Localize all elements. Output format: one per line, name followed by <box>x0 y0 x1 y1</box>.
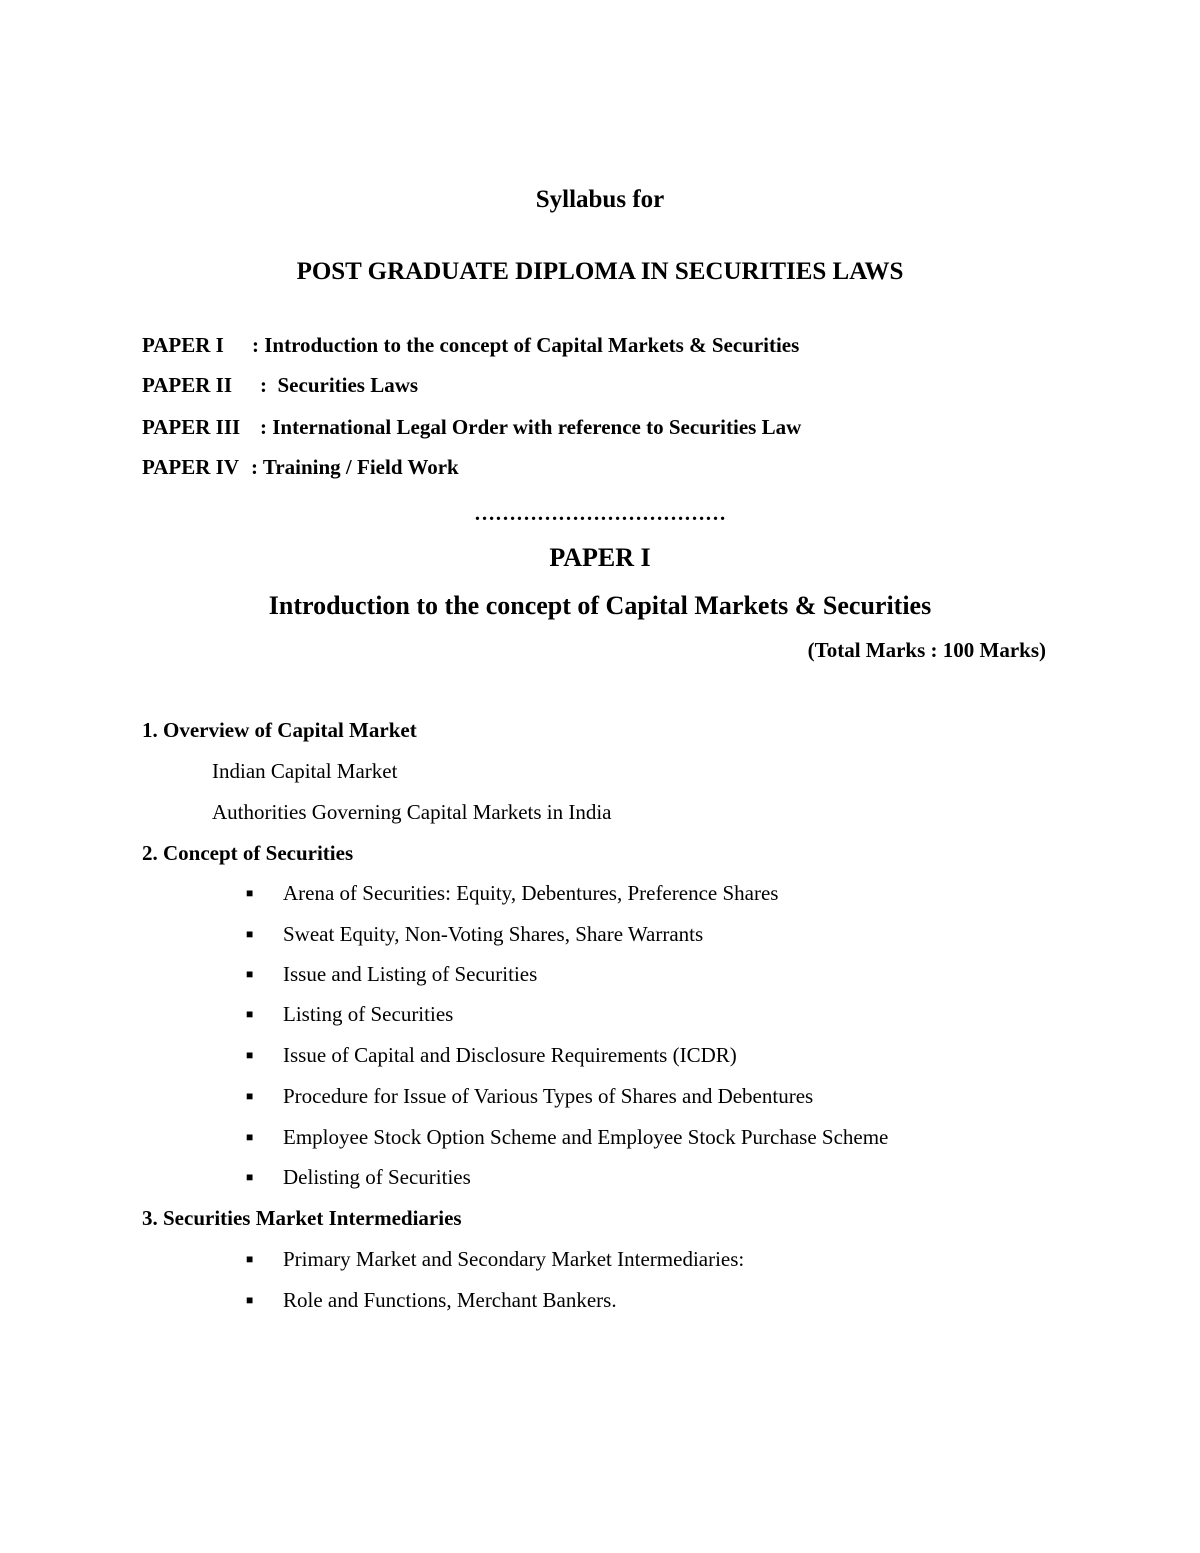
program-title: POST GRADUATE DIPLOMA IN SECURITIES LAWS <box>296 258 904 285</box>
list-item <box>246 1249 744 1270</box>
paper-list-item-2 <box>142 375 418 396</box>
list-item: Indian Capital Market <box>212 759 398 783</box>
list-item-text: Employee Stock Option Scheme and Employee Stock Purchase Scheme <box>283 1125 889 1149</box>
paper-list-item-3 <box>142 417 801 438</box>
bullet-icon: ■ <box>246 1293 254 1307</box>
paper-title: Securities Laws <box>277 373 419 397</box>
list-item <box>246 1167 471 1188</box>
list-item-text: Primary Market and Secondary Market Intermediaries: <box>283 1247 745 1271</box>
list-item-text: Arena of Securities: Equity, Debentures, Preference Shares <box>283 881 779 905</box>
dotted-separator: ……………………………… <box>474 501 726 525</box>
bullet-icon: ■ <box>246 1089 254 1103</box>
list-item-text: Listing of Securities <box>283 1002 454 1026</box>
list-item <box>246 1004 453 1025</box>
list-item <box>246 1290 617 1311</box>
paper-list-item-1 <box>142 335 799 356</box>
list-item <box>246 1127 888 1148</box>
list-item-text: Sweat Equity, Non-Voting Shares, Share Warrants <box>283 922 704 946</box>
paper-title: International Legal Order with reference to Securities Law <box>272 415 802 439</box>
bullet-icon: ■ <box>246 1252 254 1266</box>
bullet-icon: ■ <box>246 1048 254 1062</box>
bullet-icon: ■ <box>246 1170 254 1184</box>
bullet-icon: ■ <box>246 1130 254 1144</box>
list-item-text: Procedure for Issue of Various Types of Shares and Debentures <box>283 1084 814 1108</box>
paper1-heading: PAPER I <box>549 543 651 572</box>
paper-separator: : <box>252 333 259 357</box>
paper-title: Training / Field Work <box>262 455 459 479</box>
bullet-icon: ■ <box>246 886 254 900</box>
bullet-icon: ■ <box>246 967 254 981</box>
list-item <box>246 1045 737 1066</box>
total-marks: (Total Marks : 100 Marks) <box>807 638 1046 662</box>
list-item: Authorities Governing Capital Markets in India <box>212 800 612 824</box>
list-item-text: Issue of Capital and Disclosure Requirements (ICDR) <box>283 1043 737 1067</box>
section-heading-3: 3. Securities Market Intermediaries <box>142 1206 462 1230</box>
syllabus-for-heading: Syllabus for <box>535 186 665 213</box>
paper-separator: : <box>260 373 267 397</box>
paper-label: PAPER I <box>142 333 224 357</box>
bullet-icon: ■ <box>246 1007 254 1021</box>
list-item-text: Delisting of Securities <box>283 1165 471 1189</box>
list-item-text: Issue and Listing of Securities <box>283 962 538 986</box>
paper-separator: : <box>251 455 258 479</box>
paper-label: PAPER IV <box>142 455 240 479</box>
list-item <box>246 883 778 904</box>
paper-label: PAPER II <box>142 373 233 397</box>
paper-separator: : <box>260 415 267 439</box>
paper-list-item-4 <box>142 457 459 478</box>
section-heading-2: 2. Concept of Securities <box>142 841 354 865</box>
list-item <box>246 924 703 945</box>
list-item-text: Role and Functions, Merchant Bankers. <box>283 1288 617 1312</box>
list-item <box>246 964 537 985</box>
bullet-icon: ■ <box>246 927 254 941</box>
paper-label: PAPER III <box>142 415 241 439</box>
list-item <box>246 1086 813 1107</box>
paper-title: Introduction to the concept of Capital Markets & Securities <box>264 333 800 357</box>
paper1-title: Introduction to the concept of Capital Markets & Securities <box>268 591 932 620</box>
section-heading-1: 1. Overview of Capital Market <box>142 718 417 742</box>
